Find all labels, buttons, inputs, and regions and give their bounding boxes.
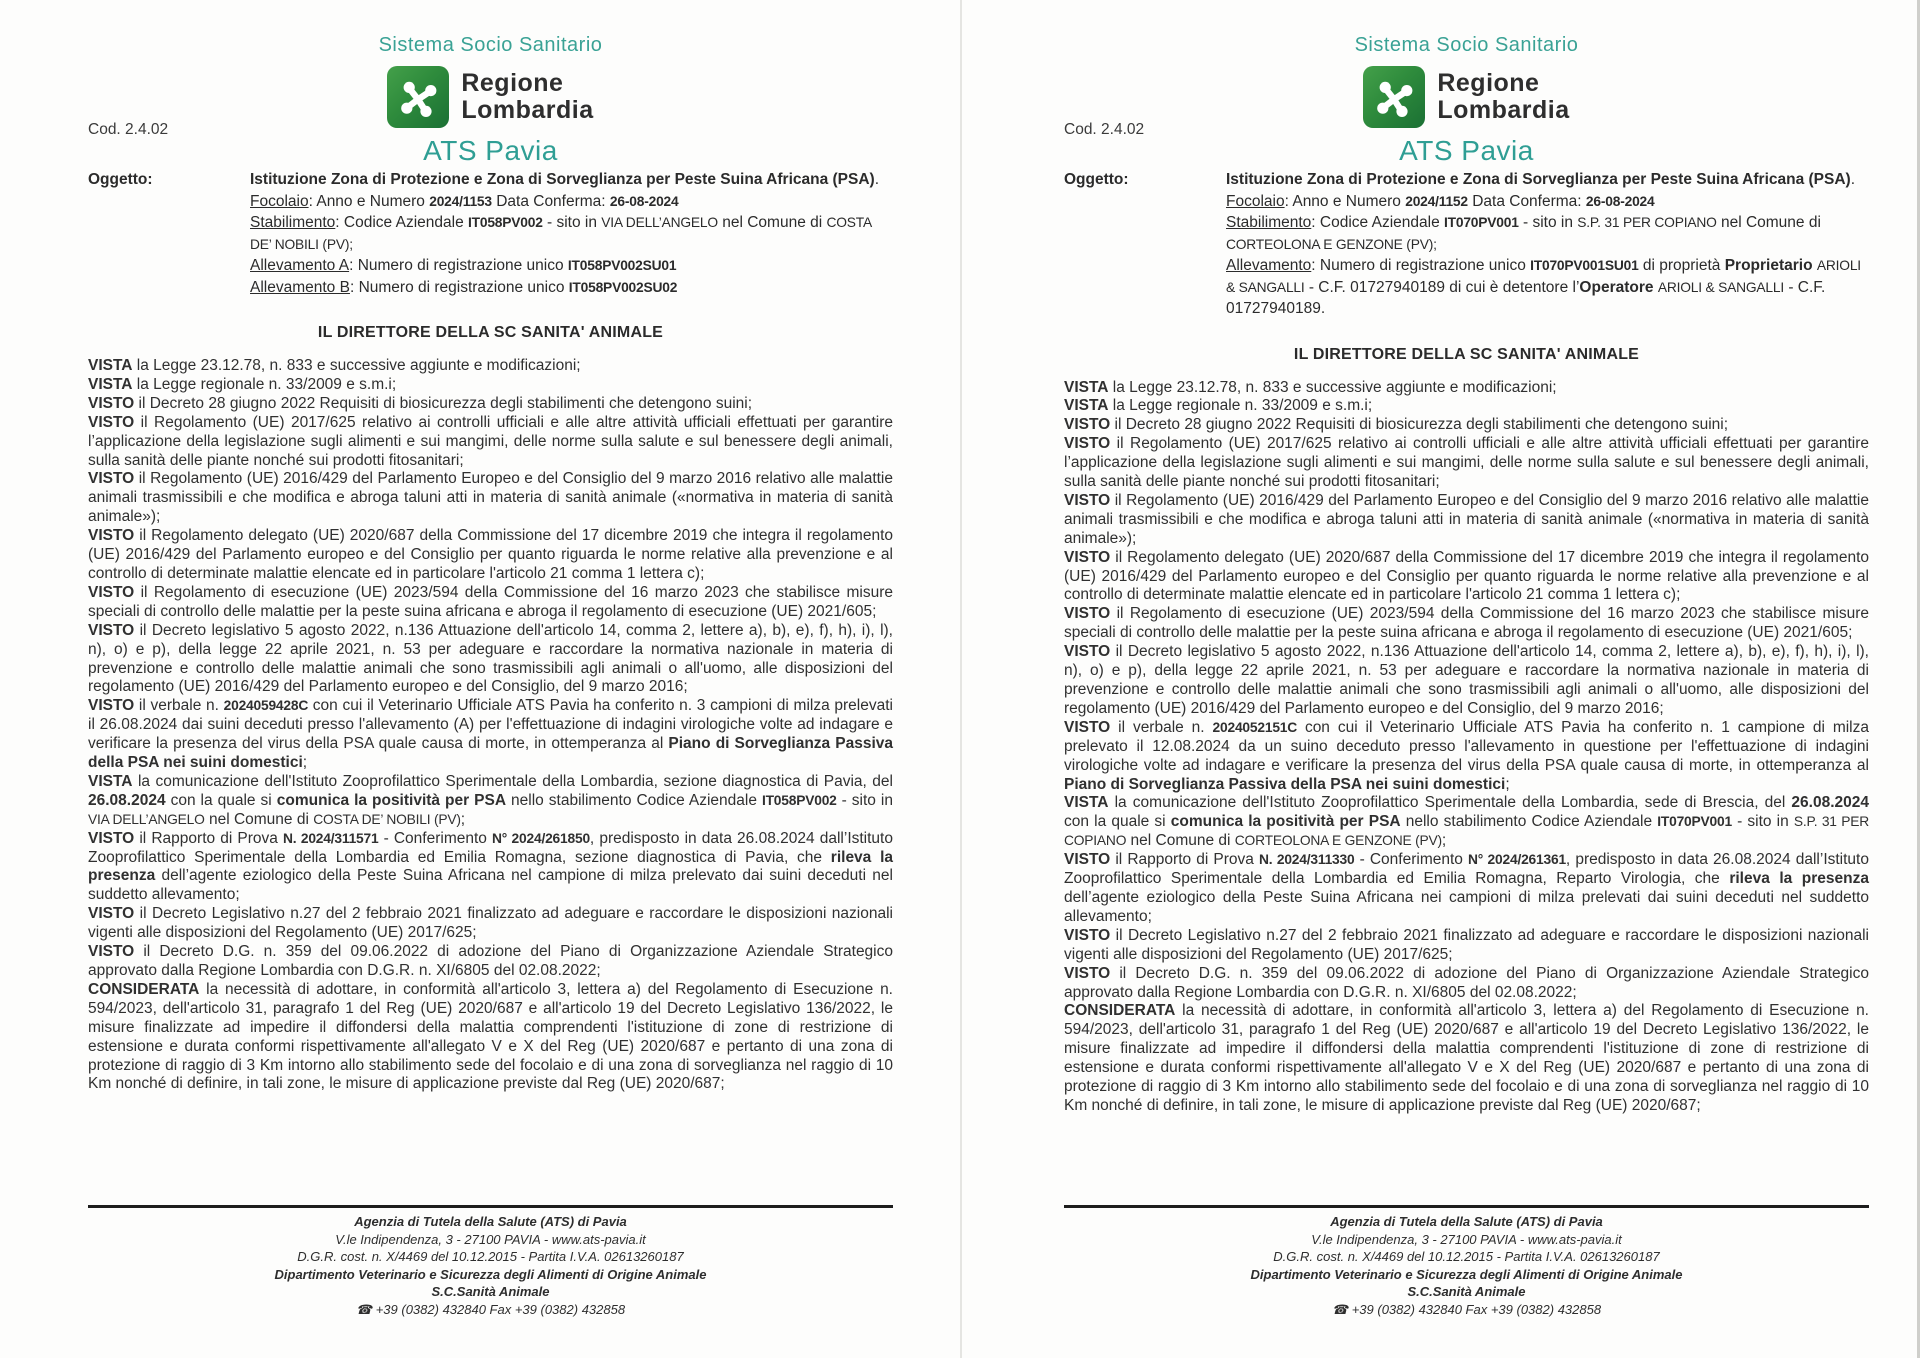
recital-paragraph: VISTO il Regolamento di esecuzione (UE) 2023/594 della Commissione del 16 marzo 2023 che stabilisce misure speciali di controllo delle malattie per la peste suina africana e abroga il regolamento di esecuzione (UE) 2021/605; xyxy=(88,583,893,620)
footer-line: ☎ +39 (0382) 432840 Fax +39 (0382) 432858 xyxy=(355,1301,626,1317)
oggetto-label: Oggetto: xyxy=(88,171,153,188)
oggetto-line: Focolaio: Anno e Numero 2024/1153 Data Conferma: 26-08-2024 xyxy=(250,192,679,210)
recital-paragraph: VISTO il Rapporto di Prova N. 2024/311330 - Conferimento N° 2024/261361, predisposto in data 26.08.2024 dall’Istituto Zooprofilattico Sperimentale della Lombardia ed Emilia Romagna, Reparto Virologia, che rileva la presenza dell’agente eziologico della Peste Suina Africana nei campioni di milza prelevati dai suini deceduti nel suddetto allevamento; xyxy=(1064,851,1869,925)
rosa-camuna-icon xyxy=(1363,66,1425,128)
recital-paragraph: VISTO il Regolamento (UE) 2017/625 relativo ai controlli ufficiali e alle altre attività ufficiali effettuati per garantire l’applicazione della legislazione sugli alimenti e sui mangimi, delle norme sulla salute e sul benessere degli animali, sulla sanità delle piante nonché sui prodotti fitosanitari; xyxy=(1064,435,1869,491)
footer-line: S.C.Sanità Animale xyxy=(431,1284,550,1299)
oggetto-body xyxy=(1226,169,1869,320)
regione-lombardia-wordmark xyxy=(1437,70,1569,124)
recital-paragraph: VISTO il Decreto D.G. n. 359 del 09.06.2022 di adozione del Piano di Organizzazione Aziendale Strategico approvato dalla Regione Lombardia con D.G.R. n. XI/6805 del 02.08.2022; xyxy=(1064,964,1869,1001)
recital-paragraph: VISTO il Decreto legislativo 5 agosto 2022, n.136 Attuazione dell'articolo 14, comma 2, lettere a), b), e), f), h), i), l), n), o) e p), della legge 22 aprile 2021, n. 53 per adeguare e raccordare la normativa nazionale in materia di prevenzione e controllo delle malattie animali che sono trasmissibili agli animali o all'uomo, alle disposizioni del regolamento (UE) 2016/429 del Parlamento europeo e del Consiglio, del 9 marzo 2016; xyxy=(1064,643,1869,717)
ats-pavia-title: ATS Pavia xyxy=(423,135,558,166)
regione-lombardia-wordmark xyxy=(461,70,593,124)
footer-line: Dipartimento Veterinario e Sicurezza degli Alimenti di Origine Animale xyxy=(274,1266,707,1282)
footer-line: V.le Indipendenza, 3 - 27100 PAVIA - www.ats-pavia.it xyxy=(335,1231,646,1247)
oggetto-body xyxy=(250,169,893,298)
recital-paragraph: CONSIDERATA la necessità di adottare, in conformità all'articolo 3, lettera a) del Regolamento di Esecuzione n. 594/2023, dell'articolo 31, paragrafo 1 del Reg (UE) 2020/687 e all'articolo 19 del Decreto Legislativo 136/2022, le misure finalizzate ad impedire il diffondersi della malattia comprendenti l'istituzione di zone di restrizione di estensione e durata conformi rispettivamente all'allegato V e X del Reg (UE) 2020/687 e pertanto di una zona di protezione di raggio di 3 Km intorno allo stabilimento sede del focolaio e di una zona di sorveglianza nel raggio di 10 Km nonché di definire, in tali zone, le misure di applicazione previste dal Reg (UE) 2020/687; xyxy=(88,980,893,1093)
recital-paragraph: VISTO il verbale n. 2024059428C con cui il Veterinario Ufficiale ATS Pavia ha conferito n. 3 campioni di milza prelevati il 26.08.2024 dai suini deceduti presso l'allevamento (A) per l'effettuazione di indagini virologiche volte ad indagare e verificare la presenza del virus della PSA quale causa di morte, in ottemperanza al Piano di Sorveglianza Passiva della PSA nei suini domestici; xyxy=(88,697,894,772)
document-code: Cod. 2.4.02 xyxy=(88,121,169,138)
regione-word: Regione xyxy=(1437,69,1540,97)
decree-recitals xyxy=(88,357,893,1094)
oggetto-line: Stabilimento: Codice Aziendale IT070PV001 - sito in S.P. 31 PER COPIANO nel Comune di CORTEOLONA E GENZONE (PV); xyxy=(1226,214,1821,252)
oggetto-label: Oggetto: xyxy=(1064,171,1129,188)
regione-word: Regione xyxy=(461,69,564,97)
oggetto-line: Focolaio: Anno e Numero 2024/1152 Data Conferma: 26-08-2024 xyxy=(1226,192,1655,210)
ats-pavia-title: ATS Pavia xyxy=(1399,135,1534,166)
recital-paragraph: VISTA la Legge regionale n. 33/2009 e s.m.i; xyxy=(88,375,397,393)
page-1-content xyxy=(88,34,893,1094)
page-1-footer xyxy=(88,1205,893,1318)
recital-paragraph: VISTA la Legge 23.12.78, n. 833 e successive aggiunte e modificazioni; xyxy=(1064,378,1557,396)
recital-paragraph: VISTO il Regolamento delegato (UE) 2020/687 della Commissione del 17 dicembre 2019 che integra il regolamento (UE) 2016/429 del Parlamento europeo e del Consiglio per quanto riguarda le norme relative alla prevenzione e al controllo di determinate malattie elencate ed in particolare l'articolo 21 comma 1 lettera c); xyxy=(88,527,893,582)
sistema-socio-sanitario-text: Sistema Socio Sanitario xyxy=(1354,34,1579,56)
lombardia-word: Lombardia xyxy=(1437,96,1570,124)
sistema-socio-sanitario-text: Sistema Socio Sanitario xyxy=(378,34,603,56)
oggetto-line: Allevamento A: Numero di registrazione unico IT058PV002SU01 xyxy=(250,257,677,274)
recital-paragraph: VISTA la comunicazione dell'Istituto Zooprofilattico Sperimentale della Lombardia, sede di Brescia, del 26.08.2024 con la quale si comunica la positività per PSA nello stabilimento Codice Aziendale IT070PV001 - sito in S.P. 31 PER COPIANO nel Comune di CORTEOLONA E GENZONE (PV); xyxy=(1064,794,1869,850)
oggetto-section xyxy=(88,169,893,298)
recital-paragraph: VISTO il Regolamento delegato (UE) 2020/687 della Commissione del 17 dicembre 2019 che integra il regolamento (UE) 2016/429 del Parlamento europeo e del Consiglio per quanto riguarda le norme relative alla prevenzione e al controllo di determinate malattie elencate ed in particolare l'articolo 21 comma 1 lettera c); xyxy=(1064,548,1869,604)
recital-paragraph: CONSIDERATA la necessità di adottare, in conformità all'articolo 3, lettera a) del Regolamento di Esecuzione n. 594/2023, dell'articolo 31, paragrafo 1 del Reg (UE) 2020/687 e all'articolo 19 del Decreto Legislativo 136/2022, le misure finalizzate ad impedire il diffondersi della malattia comprendenti l'istituzione di zone di restrizione di estensione e durata conformi rispettivamente all'allegato V e X del Reg (UE) 2020/687 e pertanto di una zona di protezione di raggio di 3 Km intorno allo stabilimento sede del focolaio e di una zona di sorveglianza nel raggio di 10 Km nonché di definire, in tali zone, le misure di applicazione previste dal Reg (UE) 2020/687; xyxy=(1064,1002,1869,1114)
page-1-header xyxy=(88,34,893,167)
oggetto-section xyxy=(1064,169,1869,320)
lombardia-word: Lombardia xyxy=(461,96,594,124)
recital-paragraph: VISTO il Regolamento (UE) 2016/429 del Parlamento Europeo e del Consiglio del 9 marzo 2016 relativo alle malattie animali trasmissibili e che modifica e abroga taluni atti in materia di sanità animale («normativa in materia di sanità animale»); xyxy=(1064,491,1869,547)
oggetto-line: Allevamento: Numero di registrazione unico IT070PV001SU01 di proprietà Proprietario ARIOLI & SANGALLI - C.F. 01727940189 di cui è detentore l’Operatore ARIOLI & SANGALLI - C.F. 01727940189. xyxy=(1226,257,1861,317)
page-2-footer xyxy=(1064,1205,1869,1318)
footer-line: V.le Indipendenza, 3 - 27100 PAVIA - www.ats-pavia.it xyxy=(1311,1231,1622,1247)
footer-line: D.G.R. cost. n. X/4469 del 10.12.2015 - Partita I.V.A. 02613260187 xyxy=(1273,1249,1660,1264)
document-page-2 xyxy=(960,0,1920,1358)
footer-line: S.C.Sanità Animale xyxy=(1407,1284,1526,1299)
director-heading: IL DIRETTORE DELLA SC SANITA' ANIMALE xyxy=(317,324,664,341)
rosa-camuna-icon xyxy=(387,66,449,128)
regione-lombardia-logo xyxy=(1064,66,1869,128)
recital-paragraph: VISTO il Regolamento (UE) 2017/625 relativo ai controlli ufficiali e alle altre attività ufficiali effettuati per garantire l’applicazione della legislazione sugli alimenti e sui mangimi, delle norme sulla salute e sul benessere degli animali, sulla sanità delle piante nonché sui prodotti fitosanitari; xyxy=(88,413,893,469)
recital-paragraph: VISTO il Regolamento (UE) 2016/429 del Parlamento Europeo e del Consiglio del 9 marzo 2016 relativo alle malattie animali trasmissibili e che modifica e abroga taluni atti in materia di sanità animale («normativa in materia di sanità animale»); xyxy=(88,470,893,526)
oggetto-line: Allevamento B: Numero di registrazione unico IT058PV002SU02 xyxy=(250,278,678,296)
recital-paragraph: VISTO il Decreto Legislativo n.27 del 2 febbraio 2021 finalizzato ad adeguare e raccordare le disposizioni nazionali vigenti alle disposizioni del Regolamento (UE) 2017/625; xyxy=(1064,926,1869,963)
recital-paragraph: VISTA la Legge 23.12.78, n. 833 e successive aggiunte e modificazioni; xyxy=(88,357,581,374)
decree-recitals xyxy=(1064,379,1869,1116)
recital-paragraph: VISTA la Legge regionale n. 33/2009 e s.m.i; xyxy=(1064,397,1373,415)
director-heading: IL DIRETTORE DELLA SC SANITA' ANIMALE xyxy=(1293,345,1640,363)
recital-paragraph: VISTO il Decreto 28 giugno 2022 Requisiti di biosicurezza degli stabilimenti che detengono suini; xyxy=(1064,416,1729,434)
footer-line: D.G.R. cost. n. X/4469 del 10.12.2015 - Partita I.V.A. 02613260187 xyxy=(297,1249,684,1264)
recital-paragraph: VISTO il Decreto legislativo 5 agosto 2022, n.136 Attuazione dell'articolo 14, comma 2, lettere a), b), e), f), h), i), l), n), o) e p), della legge 22 aprile 2021, n. 53 per adeguare e raccordare la normativa nazionale in materia di prevenzione e controllo delle malattie animali che sono trasmissibili agli animali o all'uomo, alle disposizioni del regolamento (UE) 2016/429 del Parlamento europeo e del Consiglio, del 9 marzo 2016; xyxy=(88,621,893,696)
recital-paragraph: VISTO il verbale n. 2024052151C con cui il Veterinario Ufficiale ATS Pavia ha conferito n. 1 campione di milza prelevato il 12.08.2024 da un suino deceduto presso l'allevamento in questione per l'effettuazione di indagini virologiche volte ad indagare e verificare la presenza del virus della PSA quale causa di morte, in ottemperanza al Piano di Sorveglianza Passiva della PSA nei suini domestici; xyxy=(1064,718,1869,793)
document-code: Cod. 2.4.02 xyxy=(1064,121,1145,138)
regione-lombardia-logo xyxy=(88,66,893,128)
page-2-header xyxy=(1064,34,1869,167)
page-2-content xyxy=(1064,34,1869,1116)
footer-line: ☎ +39 (0382) 432840 Fax +39 (0382) 432858 xyxy=(1331,1301,1602,1317)
footer-line: Agenzia di Tutela della Salute (ATS) di Pavia xyxy=(354,1214,627,1229)
recital-paragraph: VISTO il Decreto D.G. n. 359 del 09.06.2022 di adozione del Piano di Organizzazione Aziendale Strategico approvato dalla Regione Lombardia con D.G.R. n. XI/6805 del 02.08.2022; xyxy=(88,943,893,979)
recital-paragraph: VISTA la comunicazione dell'Istituto Zooprofilattico Sperimentale della Lombardia, sezione diagnostica di Pavia, del 26.08.2024 con la quale si comunica la positività per PSA nello stabilimento Codice Aziendale IT058PV002 - sito in VIA DELL’ANGELO nel Comune di COSTA DE’ NOBILI (PV); xyxy=(88,772,893,828)
recital-paragraph: VISTO il Regolamento di esecuzione (UE) 2023/594 della Commissione del 16 marzo 2023 che stabilisce misure speciali di controllo delle malattie per la peste suina africana e abroga il regolamento di esecuzione (UE) 2021/605; xyxy=(1064,605,1869,642)
oggetto-line: Istituzione Zona di Protezione e Zona di Sorveglianza per Peste Suina Africana (PSA). xyxy=(250,171,880,188)
recital-paragraph: VISTO il Decreto Legislativo n.27 del 2 febbraio 2021 finalizzato ad adeguare e raccordare le disposizioni nazionali vigenti alle disposizioni del Regolamento (UE) 2017/625; xyxy=(88,905,893,942)
oggetto-line: Istituzione Zona di Protezione e Zona di Sorveglianza per Peste Suina Africana (PSA). xyxy=(1226,171,1856,188)
oggetto-line: Stabilimento: Codice Aziendale IT058PV002 - sito in VIA DELL’ANGELO nel Comune di COSTA DE’ NOBILI (PV); xyxy=(250,214,872,252)
footer-line: Dipartimento Veterinario e Sicurezza degli Alimenti di Origine Animale xyxy=(1250,1266,1683,1282)
recital-paragraph: VISTO il Decreto 28 giugno 2022 Requisiti di biosicurezza degli stabilimenti che detengono suini; xyxy=(88,394,753,412)
recital-paragraph: VISTO il Rapporto di Prova N. 2024/311571 - Conferimento N° 2024/261850, predisposto in data 26.08.2024 dall’Istituto Zooprofilattico Sperimentale della Lombardia ed Emilia Romagna, sezione diagnostica di Pavia, che rileva la presenza dell’agente eziologico della Peste Suina Africana nel campione di milza prelevato dai suini deceduti nel suddetto allevamento; xyxy=(88,829,893,904)
footer-line: Agenzia di Tutela della Salute (ATS) di Pavia xyxy=(1330,1214,1603,1229)
